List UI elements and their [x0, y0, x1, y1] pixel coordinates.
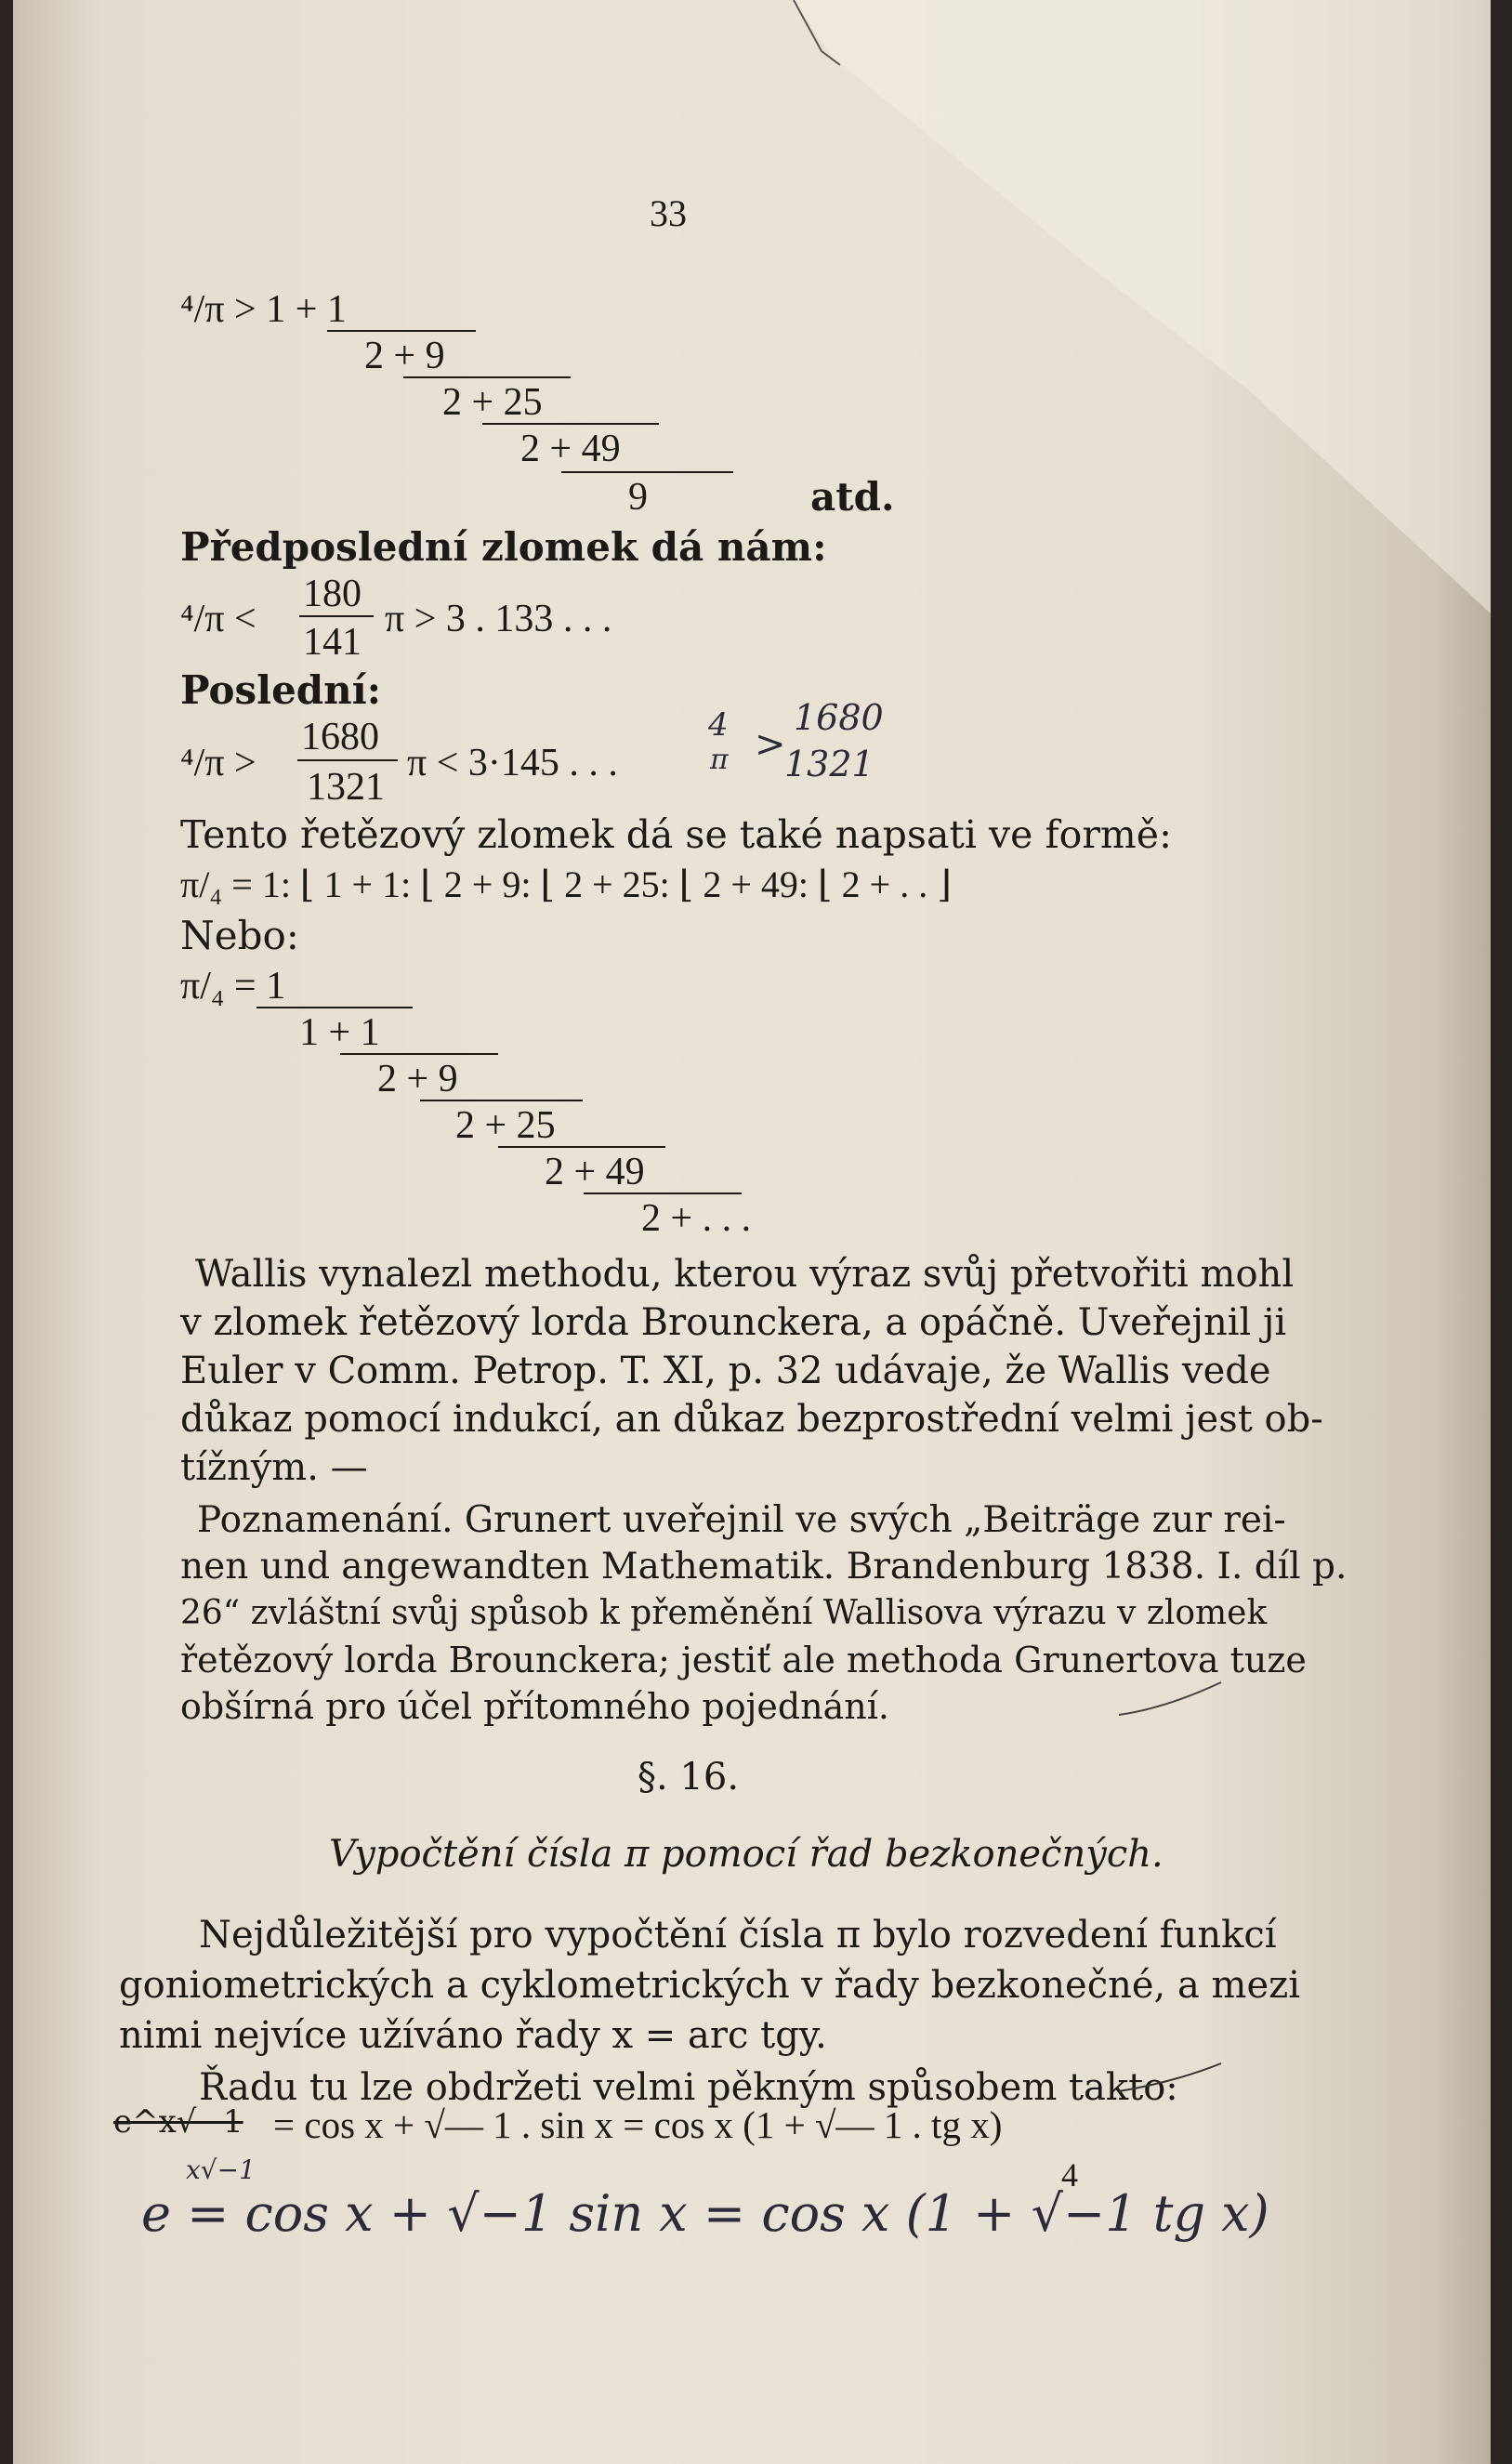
form-expression: π/₄ = 1: ⌊ 1 + 1: ⌊ 2 + 9: ⌊ 2 + 25: ⌊ 2 + 49: ⌊ 2 + . . ⌋ [180, 863, 952, 905]
hand-superscript: x√−1 [186, 2154, 256, 2185]
cf1-line-4: 9 [628, 476, 648, 519]
last-num: 1680 [301, 716, 379, 758]
cf2-line-2: 2 + 9 [377, 1058, 458, 1100]
hand-num: 1680 [794, 697, 884, 738]
struck-expression: e^x√−1 [113, 2103, 243, 2141]
cf1-atd: atd. [810, 474, 895, 520]
penultimate-lhs: ⁴/π < [180, 598, 256, 640]
last-lhs: ⁴/π > [180, 742, 256, 784]
penultimate-num: 180 [303, 573, 362, 615]
cf2-line-4: 2 + 49 [545, 1151, 645, 1193]
form-text: Tento řetězový zlomek dá se také napsati ve formě: [180, 812, 1172, 857]
hand-den: 1321 [784, 744, 874, 784]
wallis-line-0: Wallis vynalezl methodu, kterou výraz svůj přetvořiti mohl [195, 1253, 1295, 1296]
nebo-label: Nebo: [180, 913, 299, 958]
section-number: §. 16. [638, 1756, 740, 1799]
wallis-line-3: důkaz pomocí indukcí, an důkaz bezprostřední velmi jest ob- [180, 1398, 1323, 1441]
hand-four: 4 [708, 706, 729, 744]
penultimate-den: 141 [303, 621, 362, 664]
signature-number: 4 [1061, 2156, 1078, 2194]
cf1-line-2: 2 + 25 [442, 381, 543, 424]
handwritten-formula: e = cos x + √−1 sin x = cos x (1 + √−1 tg x) [141, 2184, 1269, 2243]
wallis-line-2-text: Euler v Comm. Petrop. T. XI, p. 32 udávaje, že Wallis vede [180, 1350, 1271, 1392]
note-line-3: řetězový lorda Brounckera; jestiť ale methoda Grunertova tuze [180, 1640, 1307, 1680]
note-line-4: obšírná pro účel přítomného pojednání. [180, 1686, 890, 1727]
section-title: Vypočtění čísla π pomocí řad bezkonečných. [329, 1833, 1164, 1876]
page-number: 33 [650, 192, 687, 234]
wallis-line-4: tížným. — [180, 1446, 368, 1489]
note-line-1: nen und angewandten Mathematik. Brandenburg 1838. I. díl p. [180, 1546, 1348, 1588]
cf2-line-5: 2 + . . . [641, 1197, 752, 1240]
last-line: Řadu tu lze obdržeti velmi pěkným spůsobem takto: [199, 2066, 1178, 2109]
fold-shadow [13, 0, 1491, 2464]
cf1-line-3: 2 + 49 [520, 428, 621, 470]
main-line-2: nimi nejvíce užíváno řady x = arc tgy. [119, 2014, 827, 2057]
last-rhs: π < 3·145 . . . [407, 742, 618, 784]
cf1-line-1: 2 + 9 [364, 335, 445, 377]
penultimate-label: Předposlední zlomek dá nám: [180, 524, 827, 570]
cf1-line-0: ⁴/π > 1 + 1 [180, 288, 347, 331]
last-label: Poslední: [180, 667, 382, 713]
last-den: 1321 [307, 766, 385, 809]
note-line-0: Poznamenání. Grunert uveřejnil ve svých „Beiträge zur rei- [197, 1499, 1286, 1541]
formula-line: = cos x + √— 1 . sin x = cos x (1 + √— 1 . tg x) [273, 2103, 1003, 2146]
main-line-0: Nejdůležitější pro vypočtění čísla π bylo rozvedení funkcí [199, 1914, 1277, 1957]
cf2-line-3: 2 + 25 [455, 1104, 556, 1147]
hand-gt: > [755, 723, 786, 766]
cf2-line-1: 1 + 1 [299, 1011, 380, 1054]
wallis-line-1: v zlomek řetězový lorda Brounckera, a opáčně. Uveřejnil ji [180, 1301, 1287, 1344]
book-page [13, 0, 1491, 2464]
note-line-2: 26“ zvláštní svůj spůsob k přeměnění Wallisova výrazu v zlomek [180, 1594, 1268, 1632]
hand-pi: π [710, 744, 729, 776]
penultimate-rhs: π > 3 . 133 . . . [385, 598, 612, 640]
main-line-1: goniometrických a cyklometrických v řady bezkonečné, a mezi [119, 1964, 1301, 2007]
cf2-line-0: π/₄ = 1 [180, 965, 286, 1008]
